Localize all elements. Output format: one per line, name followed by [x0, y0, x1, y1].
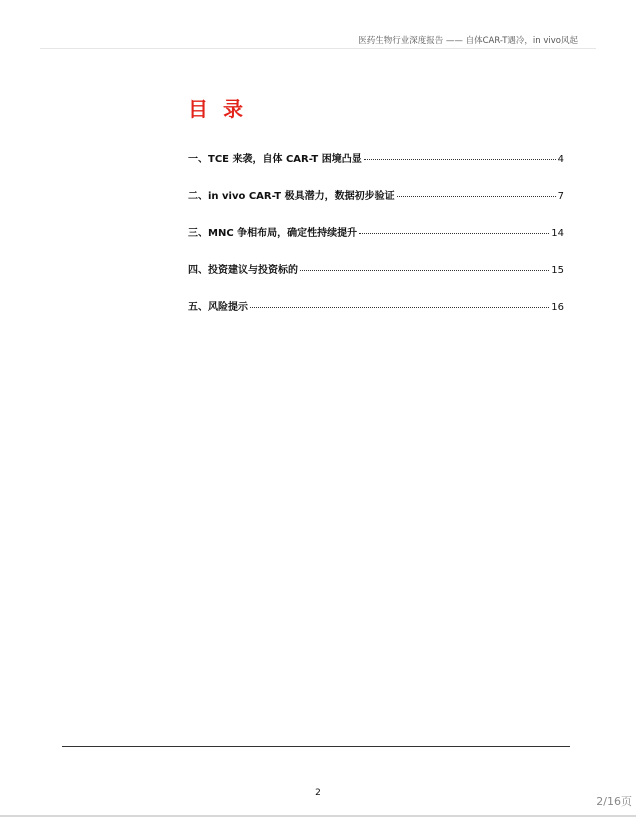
header-divider	[40, 48, 596, 49]
toc-entry-2[interactable]	[188, 187, 564, 224]
toc-entry-page: 16	[551, 302, 564, 313]
footer-divider	[62, 746, 570, 747]
toc-entry-3[interactable]	[188, 224, 564, 261]
toc-leader-dots	[397, 196, 556, 197]
page-number: 2	[315, 788, 321, 798]
toc-entry-4[interactable]	[188, 261, 564, 298]
report-header: 医药生物行业深度报告 —— 自体CAR-T遇冷，in vivo风起	[358, 36, 578, 46]
toc-entry-1[interactable]	[188, 150, 564, 187]
toc-leader-dots	[250, 307, 549, 308]
toc-leader-dots	[364, 159, 556, 160]
viewer-page-counter: 2/16页	[596, 795, 632, 808]
toc-entry-label: 四、投资建议与投资标的	[188, 265, 298, 276]
toc-entry-page: 7	[557, 191, 564, 202]
toc-entry-5[interactable]	[188, 298, 564, 335]
toc-leader-dots	[359, 233, 549, 234]
toc-entry-page: 14	[551, 228, 564, 239]
toc-entry-page: 15	[551, 265, 564, 276]
toc-entry-label: 三、MNC 争相布局，确定性持续提升	[188, 228, 358, 239]
table-of-contents	[188, 150, 564, 335]
toc-leader-dots	[300, 270, 549, 271]
toc-entry-label: 二、in vivo CAR-T 极具潜力，数据初步验证	[188, 191, 395, 202]
toc-entry-label: 五、风险提示	[188, 302, 248, 313]
toc-entry-page: 4	[557, 154, 564, 165]
toc-entry-label: 一、TCE 来袭，自体 CAR-T 困境凸显	[188, 154, 362, 165]
toc-title: 目 录	[188, 97, 247, 121]
